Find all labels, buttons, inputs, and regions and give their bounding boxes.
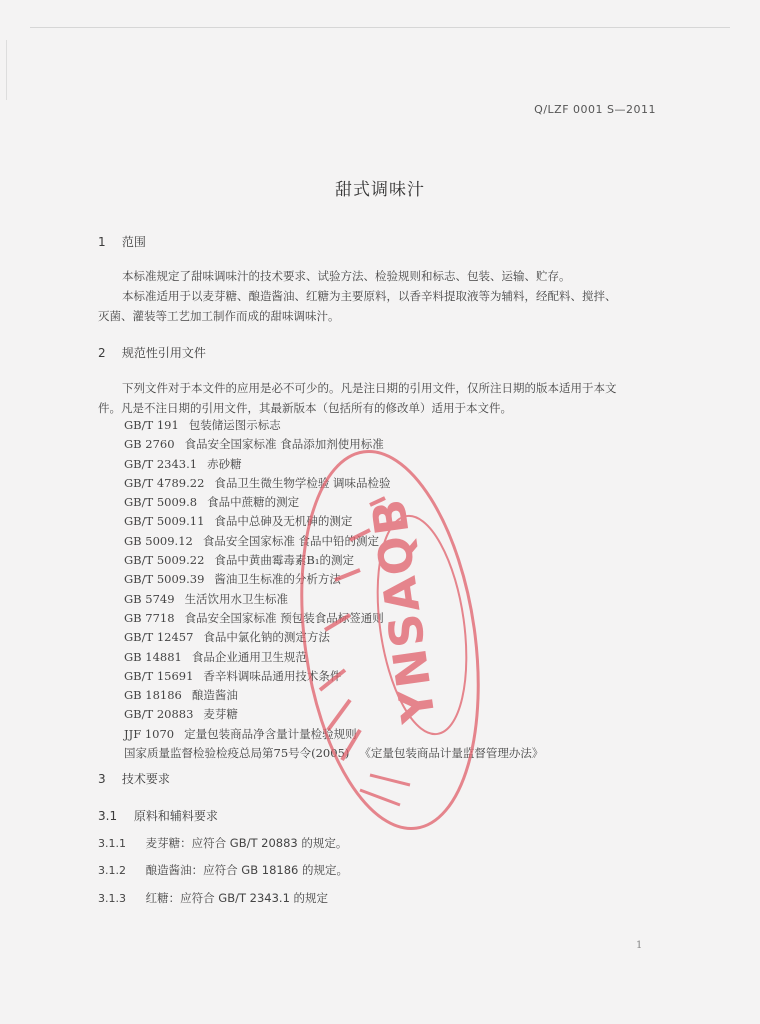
reference-code: GB 5009.12 — [124, 533, 193, 548]
reference-item — [124, 705, 543, 724]
reference-item — [124, 512, 543, 531]
section-title: 原料和辅料要求 — [133, 809, 218, 823]
reference-code: GB/T 5009.8 — [124, 495, 198, 510]
reference-name: 食品中总砷及无机砷的测定 — [214, 514, 353, 529]
subsection-heading-materials — [98, 807, 218, 824]
document-title: 甜式调味汁 — [335, 180, 425, 200]
reference-name: 生活饮用水卫生标准 — [184, 591, 289, 606]
reference-item — [124, 551, 543, 570]
reference-item — [124, 474, 543, 493]
reference-item — [124, 648, 543, 667]
reference-name: 麦芽糖 — [203, 707, 238, 722]
section-title: 范围 — [121, 235, 146, 249]
reference-code: GB 7718 — [124, 610, 175, 625]
reference-name: 食品安全国家标准 预包装食品标签通则 — [184, 610, 384, 625]
reference-name: 食品安全国家标准 食品中铅的测定 — [202, 533, 380, 548]
scope-paragraph-1 — [98, 266, 668, 286]
paragraph-line: 灭菌、灌装等工艺加工制作而成的甜味调味汁。 — [98, 309, 340, 323]
reference-name: 酱油卫生标准的分析方法 — [214, 572, 341, 587]
clause-item — [98, 890, 328, 906]
reference-code: GB/T 2343.1 — [124, 456, 198, 471]
reference-name: 食品中黄曲霉毒素B₁的测定 — [214, 553, 354, 568]
standard-code: Q/LZF 0001 S—2011 — [534, 103, 656, 116]
reference-item — [124, 609, 543, 628]
paragraph-line: 本标准适用于以麦芽糖、酿造酱油、红糖为主要原料，以香辛料提取液等为辅料，经配料、搅拌、 — [122, 289, 617, 303]
reference-item — [124, 725, 543, 744]
reference-item — [124, 667, 543, 686]
paragraph-line: 件。凡是不注日期的引用文件，其最新版本（包括所有的修改单）适用于本文件。 — [98, 401, 512, 415]
section-title: 技术要求 — [121, 772, 170, 786]
reference-name: 香辛料调味品通用技术条件 — [203, 668, 342, 683]
reference-code: GB/T 4789.22 — [124, 475, 205, 490]
reference-code: GB/T 5009.11 — [124, 514, 205, 529]
reference-item — [124, 493, 543, 512]
reference-name: 赤砂糖 — [207, 456, 242, 471]
page-number: 1 — [636, 940, 643, 951]
reference-code: JJF 1070 — [124, 726, 175, 741]
scan-edge-mark — [6, 40, 7, 100]
section-number: 1 — [98, 235, 106, 249]
clause-number: 3.1.1 — [98, 837, 126, 850]
reference-code: GB 2760 — [124, 437, 175, 452]
header-rule — [30, 27, 730, 28]
section-number: 3 — [98, 772, 106, 786]
reference-code: GB/T 5009.22 — [124, 553, 205, 568]
seal-text: YNSAQB — [360, 493, 446, 726]
reference-name: 食品安全国家标准 食品添加剂使用标准 — [184, 437, 384, 452]
reference-item — [124, 532, 543, 551]
reference-code: GB/T 191 — [124, 418, 179, 432]
reference-code: GB 18186 — [124, 688, 182, 703]
clause-item — [98, 835, 347, 851]
clause-text: 红糖：应符合 GB/T 2343.1 的规定 — [145, 891, 329, 905]
clause-item — [98, 862, 348, 878]
reference-item — [124, 590, 543, 609]
reference-list — [124, 416, 543, 763]
section-title: 规范性引用文件 — [121, 346, 206, 360]
reference-item — [124, 570, 543, 589]
reference-name: 食品中氯化钠的测定方法 — [203, 630, 330, 645]
reference-name: 定量包装商品净含量计量检验规则 — [184, 726, 357, 741]
reference-item — [124, 628, 543, 647]
reference-code: GB 5749 — [124, 591, 175, 606]
section-number: 2 — [98, 346, 106, 360]
reference-code: GB 14881 — [124, 649, 182, 664]
section-number: 3.1 — [98, 809, 118, 823]
reference-name: 食品卫生微生物学检验 调味品检验 — [214, 475, 391, 490]
reference-code: GB/T 15691 — [124, 668, 194, 683]
reference-item — [124, 435, 543, 454]
reference-item — [124, 455, 543, 474]
section-heading-technical-requirements — [98, 770, 170, 787]
scope-paragraph-2 — [98, 286, 668, 326]
reference-name: 包装储运图示标志 — [188, 418, 281, 432]
reference-item — [124, 744, 543, 763]
references-intro — [98, 378, 668, 418]
clause-text: 麦芽糖：应符合 GB/T 20883 的规定。 — [145, 836, 348, 850]
reference-name: 食品中蔗糖的测定 — [207, 495, 300, 510]
clause-number: 3.1.3 — [98, 892, 126, 905]
reference-name: 食品企业通用卫生规范 — [191, 649, 307, 664]
reference-name: 《定量包装商品计量监督管理办法》 — [359, 746, 544, 761]
paragraph-line: 下列文件对于本文件的应用是必不可少的。凡是注日期的引用文件，仅所注日期的版本适用于本文 — [122, 381, 617, 395]
clause-text: 酿造酱油：应符合 GB 18186 的规定。 — [145, 863, 349, 877]
reference-name: 酿造酱油 — [191, 688, 238, 703]
clause-number: 3.1.2 — [98, 864, 126, 877]
reference-code: 国家质量监督检验检疫总局第75号令(2005) — [124, 746, 350, 761]
reference-code: GB/T 12457 — [124, 630, 194, 645]
section-heading-scope — [98, 233, 146, 250]
reference-code: GB/T 20883 — [124, 707, 194, 722]
reference-code: GB/T 5009.39 — [124, 572, 205, 587]
paragraph-line: 本标准规定了甜味调味汁的技术要求、试验方法、检验规则和标志、包装、运输、贮存。 — [122, 269, 571, 283]
section-heading-references — [98, 344, 206, 361]
seal-star-mark — [360, 775, 410, 805]
reference-item — [124, 686, 543, 705]
reference-item — [124, 416, 543, 435]
